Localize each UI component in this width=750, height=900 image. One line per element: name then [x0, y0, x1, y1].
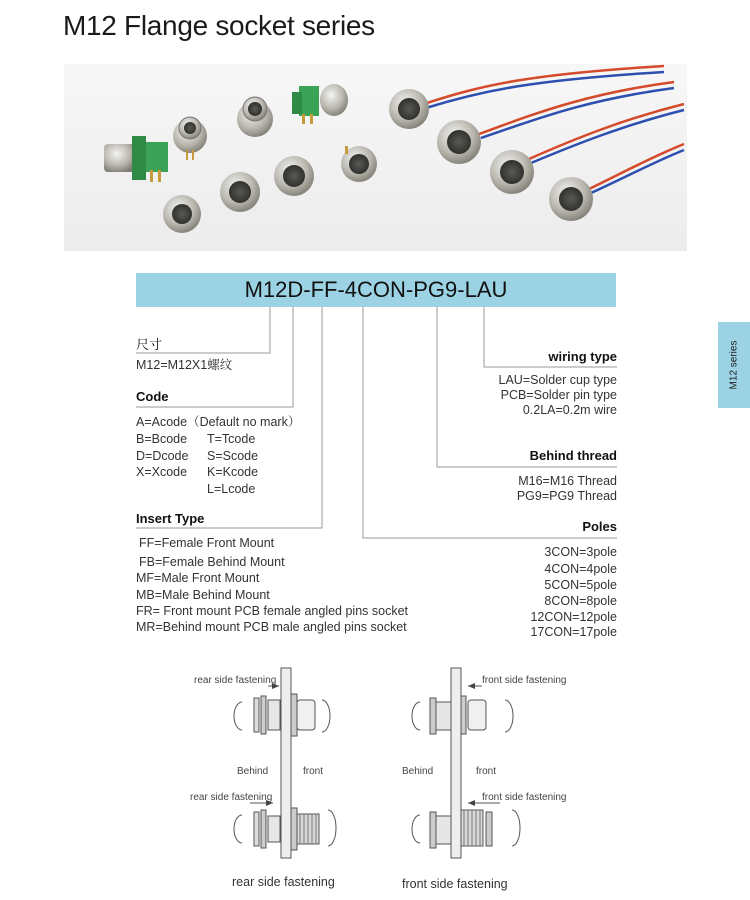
code-heading: Code [136, 389, 169, 404]
insert-type-item: MR=Behind mount PCB male angled pins socket [136, 620, 407, 634]
wiring-type-heading: wiring type [548, 349, 617, 364]
part-number-code: M12D-FF-4CON-PG9-LAU [244, 277, 508, 302]
series-side-tab[interactable] [718, 322, 750, 408]
insert-type-item: FR= Front mount PCB female angled pins socket [136, 604, 409, 618]
left-top-label: rear side fastening [194, 675, 277, 686]
code-item: D=Dcode [136, 449, 189, 463]
right-behind-label: Behind [402, 766, 434, 777]
code-item: K=Kcode [207, 465, 259, 479]
left-bottom-label: rear side fastening [190, 792, 273, 803]
wiring-type-item: LAU=Solder cup type [498, 373, 617, 387]
left-front-label: front [303, 766, 324, 777]
insert-type-item: MF=Male Front Mount [136, 571, 260, 585]
poles-item: 17CON=17pole [530, 625, 617, 639]
code-item: X=Xcode [136, 465, 188, 479]
right-top-label: front side fastening [482, 675, 567, 686]
mounting-diagrams [150, 660, 600, 900]
right-bottom-label: front side fastening [482, 792, 567, 803]
insert-type-item: FF=Female Front Mount [139, 536, 275, 550]
poles-heading: Poles [582, 519, 617, 534]
right-caption: front side fastening [402, 877, 508, 891]
poles-item: 5CON=5pole [544, 578, 617, 592]
poles-item: 3CON=3pole [544, 545, 617, 559]
code-item: S=Scode [207, 449, 259, 463]
wiring-type-item: PCB=Solder pin type [500, 388, 617, 402]
product-photo [64, 64, 687, 251]
left-caption: rear side fastening [232, 875, 335, 889]
right-front-label: front [476, 766, 497, 777]
mounting-diagram-graphic [150, 660, 600, 900]
product-photo-graphic [64, 64, 687, 251]
poles-item: 8CON=8pole [544, 594, 617, 608]
size-heading: 尺寸 [136, 337, 163, 352]
insert-type-item: MB=Male Behind Mount [136, 588, 270, 602]
insert-type-heading: Insert Type [136, 511, 205, 526]
poles-item: 12CON=12pole [530, 610, 617, 624]
behind-thread-item: M16=M16 Thread [518, 474, 617, 488]
code-item: L=Lcode [207, 482, 256, 496]
page-title: M12 Flange socket series [63, 10, 375, 41]
wiring-type-item: 0.2LA=0.2m wire [522, 403, 617, 417]
left-behind-label: Behind [237, 766, 269, 777]
code-item: T=Tcode [207, 432, 256, 446]
behind-thread-item: PG9=PG9 Thread [516, 489, 617, 503]
part-number-banner [136, 273, 616, 307]
series-side-tab-label: M12 series [728, 340, 740, 390]
code-item: B=Bcode [136, 432, 188, 446]
insert-type-item: FB=Female Behind Mount [139, 555, 285, 569]
poles-item: 4CON=4pole [544, 562, 617, 576]
size-item: M12=M12X1螺纹 [136, 358, 233, 372]
behind-thread-heading: Behind thread [529, 448, 617, 463]
code-item: A=Acode（Default no mark） [136, 415, 301, 429]
